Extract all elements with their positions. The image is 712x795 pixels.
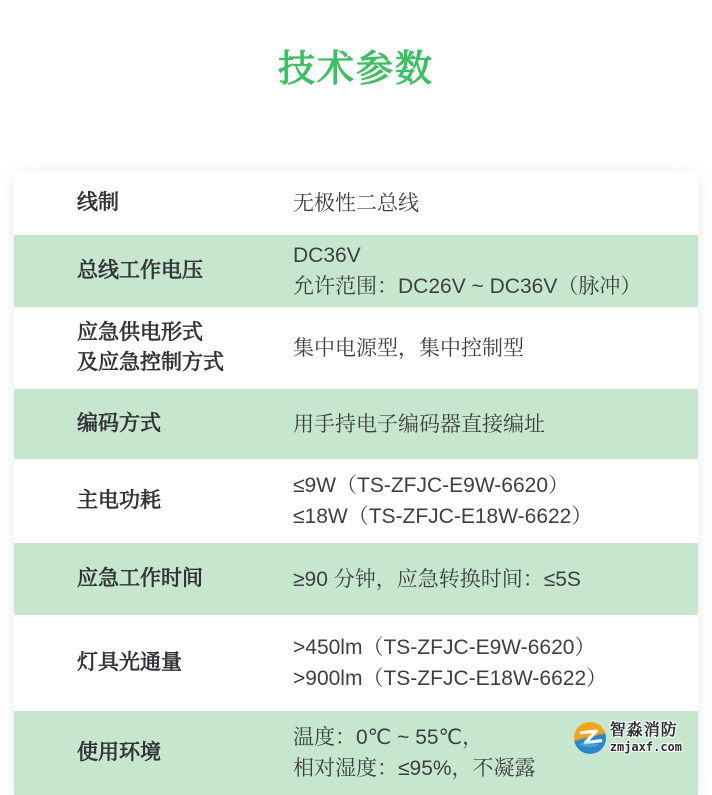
param-value <box>293 470 698 532</box>
param-label-line: 及应急控制方式 <box>77 351 224 374</box>
param-value <box>293 564 698 595</box>
param-label-line: 使用环境 <box>77 741 161 764</box>
param-value-line: 允许范围：DC26V ~ DC36V（脉冲） <box>293 275 642 298</box>
brand-watermark <box>574 722 682 754</box>
param-value <box>293 188 698 219</box>
param-value <box>293 333 698 364</box>
table-row <box>14 711 698 795</box>
param-value-line: DC36V <box>293 244 361 267</box>
param-label-line: 主电功耗 <box>77 489 161 512</box>
param-value-line: 用手持电子编码器直接编址 <box>293 412 545 436</box>
table-row <box>14 459 698 543</box>
param-label-line: 编码方式 <box>77 412 161 435</box>
param-label-line: 应急供电形式 <box>77 321 203 344</box>
table-row <box>14 307 698 389</box>
param-name <box>77 564 293 594</box>
param-value-line: ≤9W（TS-ZFJC-E9W-6620） <box>293 474 570 497</box>
param-value-line: 相对湿度：≤95%，不凝露 <box>293 757 536 780</box>
param-value <box>293 240 698 302</box>
table-row <box>14 615 698 711</box>
param-name <box>77 738 293 768</box>
param-label-line: 灯具光通量 <box>77 651 182 674</box>
table-row <box>14 389 698 459</box>
param-value <box>293 409 698 440</box>
table-row <box>14 171 698 235</box>
brand-name: 智淼消防 <box>609 722 678 739</box>
param-name <box>77 188 293 218</box>
brand-logo-icon <box>574 722 606 754</box>
param-value-line: ≤18W（TS-ZFJC-E18W-6622） <box>293 505 593 528</box>
spec-table <box>14 171 698 795</box>
page-title: 技术参数 <box>278 48 434 89</box>
param-value-line: 集中电源型，集中控制型 <box>293 336 524 360</box>
param-value-line: >900lm（TS-ZFJC-E18W-6622） <box>293 667 608 690</box>
param-label-line: 线制 <box>77 191 119 214</box>
param-label-line: 应急工作时间 <box>77 567 203 590</box>
param-value-line: 无极性二总线 <box>293 191 419 215</box>
page <box>0 38 712 783</box>
param-name <box>77 648 293 678</box>
brand-domain: zmjaxf.com <box>609 740 682 754</box>
brand-text <box>610 723 682 753</box>
param-value-line: >450lm（TS-ZFJC-E9W-6620） <box>293 636 596 659</box>
param-value-line: 温度：0℃ ~ 55℃， <box>293 726 484 749</box>
param-value-line: ≥90 分钟，应急转换时间：≤5S <box>293 567 581 591</box>
param-label-line: 总线工作电压 <box>77 259 203 282</box>
param-name <box>77 318 293 378</box>
table-row <box>14 543 698 615</box>
param-name <box>77 486 293 516</box>
param-value <box>293 632 698 694</box>
param-name <box>77 409 293 439</box>
table-row <box>14 235 698 307</box>
param-name <box>77 256 293 286</box>
